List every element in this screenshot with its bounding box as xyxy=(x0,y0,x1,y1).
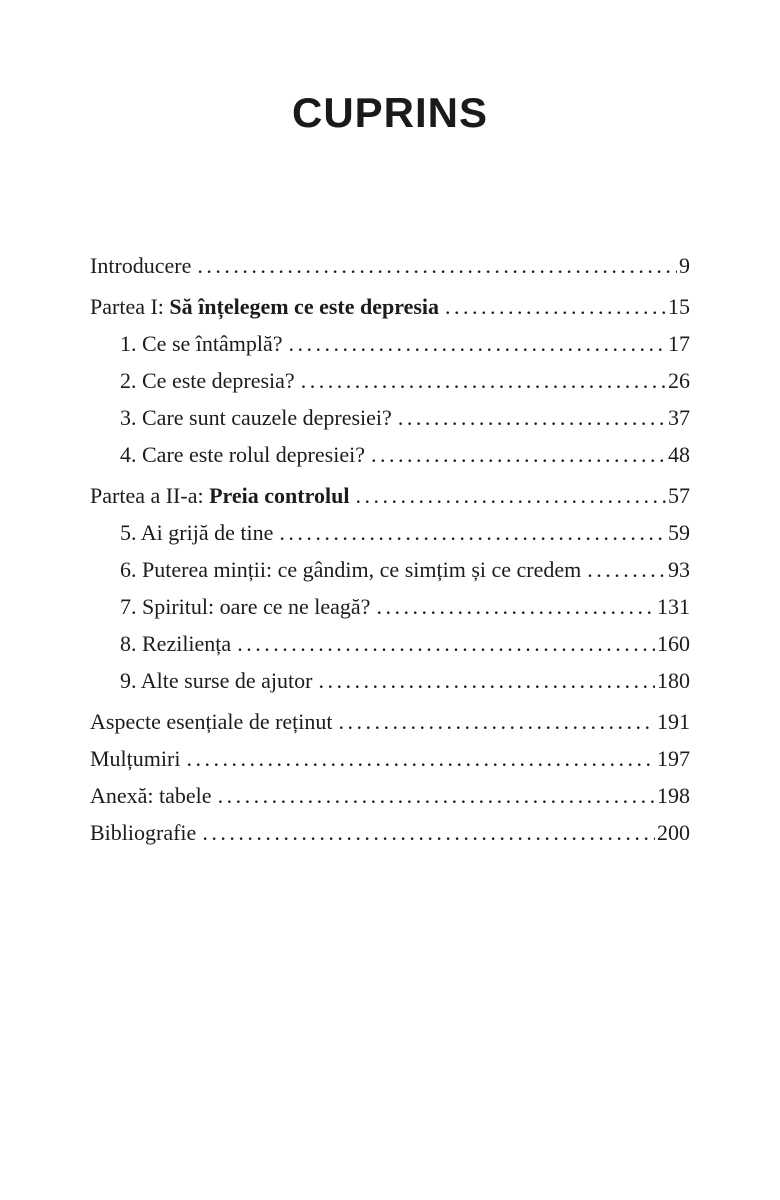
toc-entry-page-number: 198 xyxy=(657,783,690,808)
toc-entry-page-number: 17 xyxy=(668,331,690,356)
toc-entry-label: 6. Puterea minții: ce gândim, ce simțim și ce credem xyxy=(120,557,582,582)
toc-entry-label: 2. Ce este depresia? xyxy=(120,368,295,393)
page-title: CUPRINS xyxy=(291,89,489,136)
toc-entry xyxy=(90,369,690,392)
toc-entry-label: 5. Ai grijă de tine xyxy=(120,520,274,545)
toc-entry-page-number: 57 xyxy=(668,483,690,508)
dot-leader xyxy=(355,484,666,507)
toc-entry-page-number: 160 xyxy=(657,631,690,656)
toc-entry xyxy=(90,332,690,355)
toc-entry-page-number: 180 xyxy=(657,668,690,693)
dot-leader xyxy=(289,332,666,355)
dot-leader xyxy=(318,669,655,692)
toc-entry-page-number: 48 xyxy=(668,442,690,467)
toc-entry xyxy=(90,484,690,507)
toc-entry xyxy=(90,254,690,277)
toc-entry-page-number: 200 xyxy=(657,820,690,845)
toc-entry-label: Mulțumiri xyxy=(90,746,181,771)
dot-leader xyxy=(186,747,655,770)
toc-entry-page-number: 26 xyxy=(668,368,690,393)
toc-entry-label: Bibliografie xyxy=(90,820,197,845)
dot-leader xyxy=(371,443,666,466)
toc-entry-page-number: 131 xyxy=(657,594,690,619)
toc-entry-label: 9. Alte surse de ajutor xyxy=(120,668,313,693)
dot-leader xyxy=(398,406,666,429)
toc-entry-label: Partea a II-a: Preia controlul xyxy=(90,483,350,508)
toc-entry-label: 8. Reziliența xyxy=(120,631,232,656)
toc-entry xyxy=(90,295,690,318)
toc-entry-page-number: 197 xyxy=(657,746,690,771)
dot-leader xyxy=(339,710,655,733)
toc-entry-label: 4. Care este rolul depresiei? xyxy=(120,442,365,467)
toc-entry-label-bold: Preia controlul xyxy=(209,483,350,508)
toc-entry-label: Aspecte esențiale de reținut xyxy=(90,709,333,734)
toc-entry xyxy=(90,710,690,733)
dot-leader xyxy=(279,521,666,544)
toc-entry xyxy=(90,558,690,581)
toc-entry-label: 1. Ce se întâmplă? xyxy=(120,331,283,356)
dot-leader xyxy=(445,295,666,318)
toc-list xyxy=(90,254,690,844)
dot-leader xyxy=(587,558,666,581)
dot-leader xyxy=(376,595,655,618)
toc-entry-label-bold: Să înțelegem ce este depresia xyxy=(169,294,440,319)
toc-entry-page-number: 93 xyxy=(668,557,690,582)
toc-entry-label: Anexă: tabele xyxy=(90,783,212,808)
toc-entry-label: Partea I: Să înțelegem ce este depresia xyxy=(90,294,440,319)
toc-entry-page-number: 9 xyxy=(679,253,690,278)
dot-leader xyxy=(197,254,677,277)
dot-leader xyxy=(218,784,655,807)
toc-entry xyxy=(90,521,690,544)
toc-entry-page-number: 37 xyxy=(668,405,690,430)
toc-entry xyxy=(90,747,690,770)
toc-entry xyxy=(90,784,690,807)
toc-entry-label: Introducere xyxy=(90,253,192,278)
dot-leader xyxy=(237,632,655,655)
toc-entry-page-number: 191 xyxy=(657,709,690,734)
toc-entry-label: 3. Care sunt cauzele depresiei? xyxy=(120,405,392,430)
toc-entry-page-number: 59 xyxy=(668,520,690,545)
toc-entry-label: 7. Spiritul: oare ce ne leagă? xyxy=(120,594,371,619)
dot-leader xyxy=(202,821,655,844)
toc-entry xyxy=(90,632,690,655)
dot-leader xyxy=(301,369,666,392)
toc-entry xyxy=(90,595,690,618)
toc-entry xyxy=(90,443,690,466)
toc-entry xyxy=(90,406,690,429)
toc-entry-page-number: 15 xyxy=(668,294,690,319)
toc-entry xyxy=(90,821,690,844)
toc-entry xyxy=(90,669,690,692)
